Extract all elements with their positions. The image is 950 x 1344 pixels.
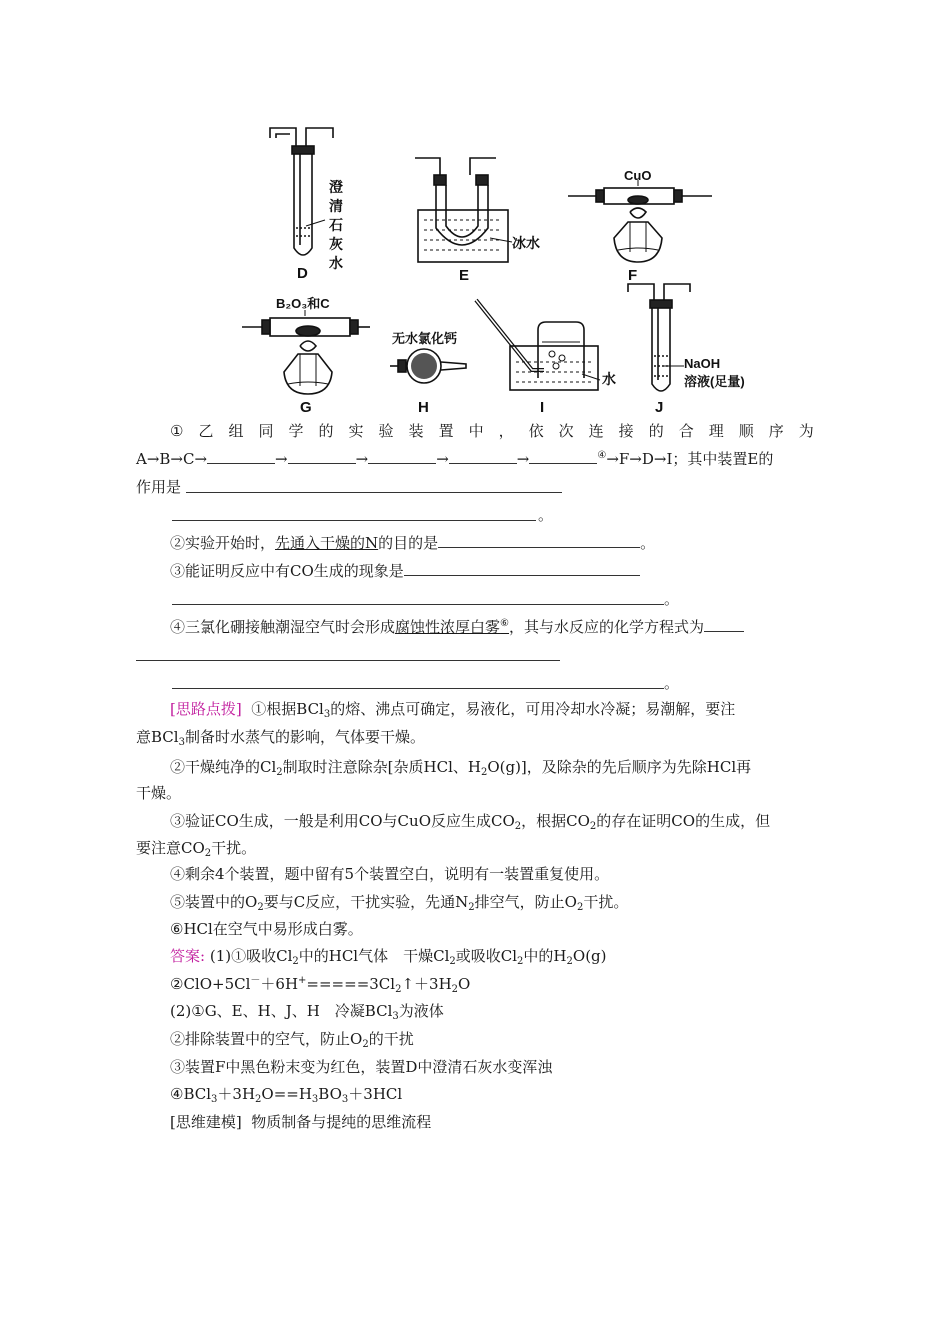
label-j-reagent-1: NaOH bbox=[684, 356, 721, 371]
hint-p1-line1: [思路点拨] ①根据BCl$_3$的熔、沸点可确定，易液化，可用冷却水冷凝；易潮解，要注 bbox=[170, 700, 736, 720]
label-g-reagent: B₂O₃和C bbox=[276, 296, 330, 311]
q3-line bbox=[170, 561, 640, 581]
hint-tag: [思路点拨] bbox=[170, 700, 242, 718]
q1-char: 置 bbox=[438, 422, 454, 440]
label-d-reagent-3: 石 bbox=[329, 217, 343, 233]
q1-char: 中 bbox=[468, 422, 484, 440]
q1-answer-blank-b[interactable] bbox=[172, 520, 536, 521]
answer-line5: ③装置F中黑色粉末变为红色，装置D中澄清石灰水变浑浊 bbox=[170, 1058, 553, 1076]
label-i-reagent: 水 bbox=[602, 371, 616, 387]
q1-blank-2[interactable] bbox=[288, 449, 356, 464]
q1-char: ， bbox=[498, 422, 514, 440]
q2-end: 。 bbox=[640, 534, 656, 552]
q1-char: 理 bbox=[708, 422, 724, 440]
q3-end: 。 bbox=[664, 590, 680, 608]
q1-char: 的 bbox=[318, 422, 334, 440]
apparatus-d bbox=[270, 128, 333, 255]
label-d-reagent-1: 澄 bbox=[329, 179, 343, 195]
q1-char: 依 bbox=[528, 422, 544, 440]
label-f-reagent: CuO bbox=[624, 168, 652, 183]
label-h: H bbox=[418, 399, 429, 416]
hint-p5: ⑤装置中的$O_2$要与C反应，干扰实验，先通$N_2$排空气，防止$O_2$干扰。 bbox=[170, 893, 629, 913]
q4-line bbox=[170, 617, 744, 637]
label-e-reagent: 冰水 bbox=[512, 235, 540, 251]
hint-p1-line2: 意BCl$_3$制备时水蒸气的影响，气体要干燥。 bbox=[136, 728, 425, 748]
answer-line6: $④BCl_3+3H_2O==H_3BO_3+3HCl$ bbox=[170, 1085, 403, 1105]
arrow: → bbox=[436, 450, 449, 468]
q4-blank-a[interactable] bbox=[704, 617, 744, 632]
q1-char: 装 bbox=[408, 422, 424, 440]
q1-blank-4[interactable] bbox=[449, 449, 517, 464]
arrow: → bbox=[355, 450, 369, 468]
q3-text: ③能证明反应中有CO生成的现象是 bbox=[170, 562, 404, 580]
model-line bbox=[170, 1112, 431, 1132]
q1-blank-3[interactable] bbox=[368, 449, 436, 464]
hint-p6: ⑥HCl在空气中易形成白雾。 bbox=[170, 920, 363, 938]
q2-blank[interactable] bbox=[438, 533, 640, 548]
q1-char: 序 bbox=[768, 422, 784, 440]
q1-line2-suffix: →F→D→I；其中装置E的 bbox=[606, 450, 774, 468]
q1-line2 bbox=[136, 449, 773, 469]
q1-char: 顺 bbox=[738, 422, 754, 440]
label-d-reagent-2: 清 bbox=[329, 198, 343, 214]
label-h-reagent: 无水氯化钙 bbox=[392, 331, 458, 346]
apparatus-g bbox=[242, 310, 370, 394]
hint-p3-line1: ③验证CO生成，一般是利用CO与CuO反应生成$CO_2$，根据$CO_2$的存在证明CO的生成，但 bbox=[170, 812, 771, 832]
hint-p2-line1: ②干燥纯净的$Cl_2$制取时注意除杂[杂质HCl、$H_2O(g)$]，及除杂的先后顺序为先除HCl再 bbox=[170, 758, 752, 778]
q1-blank-1[interactable] bbox=[207, 449, 275, 464]
label-j-reagent-2: 溶液(足量) bbox=[684, 374, 745, 389]
answer-line4: ②排除装置中的空气，防止$O_2$的干扰 bbox=[170, 1030, 414, 1050]
q1-end: 。 bbox=[538, 506, 554, 524]
model-tag: [思维建模] bbox=[170, 1113, 242, 1131]
hint-p2-line2: 干燥。 bbox=[136, 784, 182, 802]
q4-text-a: ④三氯化硼接触潮湿空气时会形成 bbox=[170, 618, 396, 636]
q4-end: 。 bbox=[664, 674, 680, 692]
q1-char: ① bbox=[170, 422, 184, 440]
q4-blank-c[interactable] bbox=[172, 688, 664, 689]
q1-char: 合 bbox=[678, 422, 694, 440]
q1-char: 验 bbox=[378, 422, 394, 440]
q1-answer-blank-a[interactable] bbox=[186, 492, 562, 493]
label-d-reagent-4: 灰 bbox=[329, 236, 343, 252]
label-d: D bbox=[297, 265, 308, 282]
q1-line2-prefix: A→B→C→ bbox=[136, 450, 208, 468]
model-text: 物质制备与提纯的思维流程 bbox=[251, 1113, 432, 1131]
arrow: → bbox=[275, 450, 288, 468]
q1-blank-5[interactable] bbox=[529, 449, 597, 464]
footnote-marker-4: ④ bbox=[597, 450, 607, 461]
label-i: I bbox=[540, 399, 545, 416]
q4-underlined: 腐蚀性浓厚白雾⑥ bbox=[395, 618, 509, 636]
answer-line3: (2)①G、E、H、J、H 冷凝BCl$_3$为液体 bbox=[170, 1002, 444, 1022]
hint-p4: ④剩余4个装置，题中留有5个装置空白，说明有一装置重复使用。 bbox=[170, 865, 610, 883]
q1-char: 为 bbox=[798, 422, 814, 440]
q1-char: 的 bbox=[648, 422, 664, 440]
q1-char: 学 bbox=[288, 422, 304, 440]
label-j: J bbox=[655, 399, 664, 416]
q1-line3 bbox=[136, 477, 181, 497]
q4-text-b: ，其与水反应的化学方程式为 bbox=[509, 618, 705, 636]
q1-char: 实 bbox=[348, 422, 364, 440]
apparatus-figure bbox=[0, 0, 950, 420]
q2-line bbox=[170, 533, 655, 553]
apparatus-j bbox=[628, 284, 690, 391]
q3-blank-b[interactable] bbox=[172, 604, 664, 605]
arrow: → bbox=[516, 450, 530, 468]
answer-line2: $②ClO+5Cl^-+6H^+=====3Cl_2↑+3H_2O$ bbox=[170, 975, 471, 995]
label-g: G bbox=[300, 399, 312, 416]
label-f: F bbox=[628, 267, 638, 284]
hint-p3-line2: 要注意$CO_2$干扰。 bbox=[136, 839, 257, 859]
q2-underlined: 先通入干燥的N bbox=[275, 534, 379, 552]
q1-line1 bbox=[170, 421, 814, 441]
apparatus-i bbox=[476, 300, 600, 390]
q1-char: 乙 bbox=[198, 422, 214, 440]
label-d-reagent-5: 水 bbox=[329, 255, 343, 271]
q1-line3-text: 作用是 bbox=[136, 478, 182, 496]
apparatus-e bbox=[415, 158, 512, 262]
q1-char: 同 bbox=[258, 422, 274, 440]
q2-text-a: ②实验开始时， bbox=[170, 534, 276, 552]
q1-char: 组 bbox=[228, 422, 244, 440]
q1-char: 接 bbox=[618, 422, 634, 440]
apparatus-f bbox=[568, 180, 712, 262]
q1-char: 连 bbox=[588, 422, 604, 440]
q3-blank-a[interactable] bbox=[404, 561, 640, 576]
label-e: E bbox=[459, 267, 470, 284]
answer-tag: 答案: bbox=[170, 947, 206, 965]
q4-blank-b[interactable] bbox=[136, 660, 560, 661]
q1-char: 次 bbox=[558, 422, 574, 440]
answer-line1: 答案: (1)①吸收$Cl_2$中的HCl气体 干燥$Cl_2$或吸收$Cl_2$中的$H_2O(g)$ bbox=[170, 947, 607, 967]
apparatus-h bbox=[390, 349, 466, 383]
q2-text-b: 的目的是 bbox=[378, 534, 439, 552]
